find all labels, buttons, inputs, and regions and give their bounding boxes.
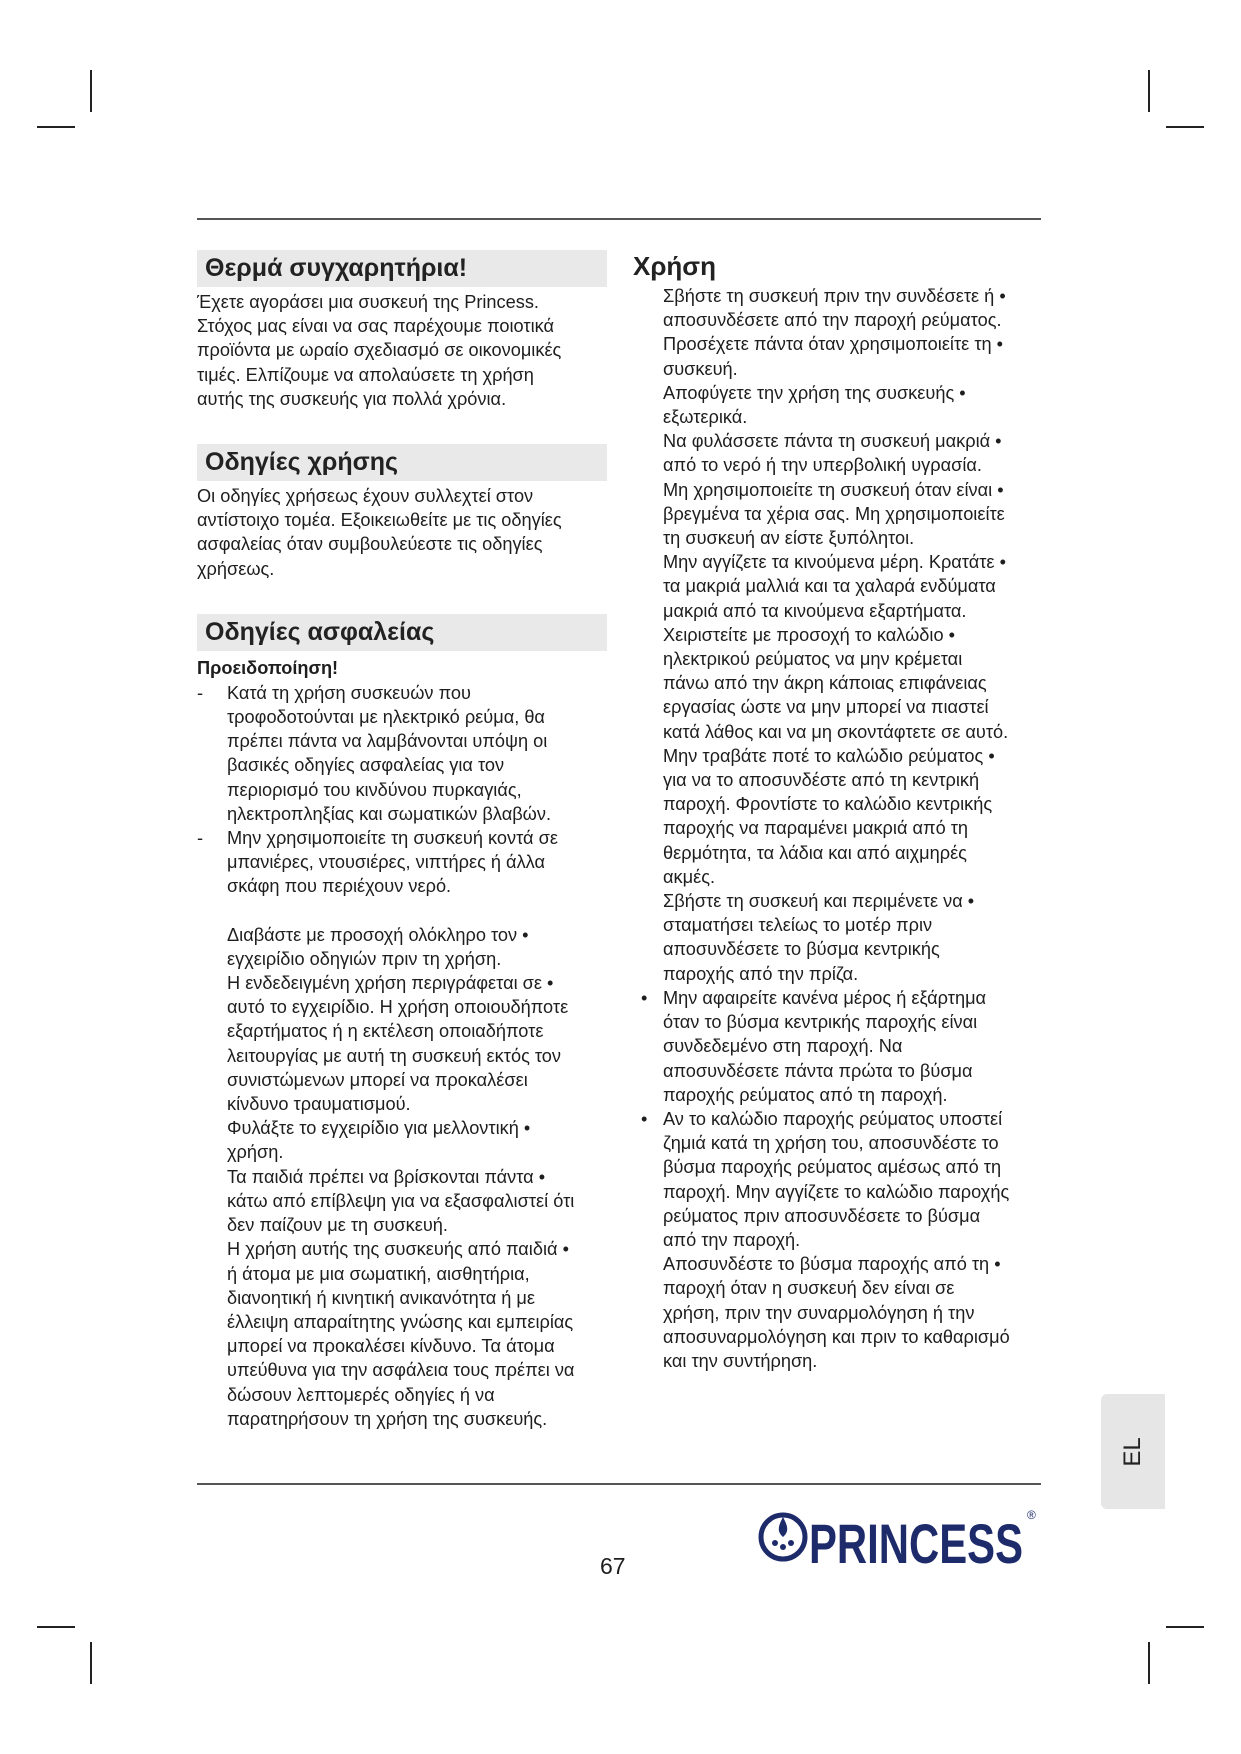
list-item: Αποσυνδέστε το βύσμα παροχής από τη • παροχή όταν η συσκευή δεν είναι σε χρήση, πριν την συναρμολόγηση ή την αποσυναρμολόγηση και πριν το καθαρισμό και την συντήρηση.: [663, 1254, 1010, 1371]
safety-dash-item: - Μην χρησιμοποιείτε τη συσκευή κοντά σε μπανιέρες, ντουσιέρες, νιπτήρες ή άλλα σκάφη που περιέχουν νερό.: [197, 828, 558, 897]
list-item: Μην τραβάτε ποτέ το καλώδιο ρεύματος • για να το αποσυνδέστε από τη κεντρική παροχή. Φροντίστε το καλώδιο κεντρικής παροχής να παραμένει μακριά από τη θερμότητα, τα λάδια και από αιχμηρές ακμές.: [663, 745, 995, 887]
language-tab: [1101, 1394, 1165, 1509]
crop-mark-bottom-right-v: [1148, 1642, 1150, 1684]
brand-name: PRINCESS: [809, 1512, 1023, 1575]
safety-bullet-list: [197, 923, 607, 1431]
crop-mark-bottom-right-h: [1166, 1626, 1204, 1628]
list-item: Διαβάστε με προσοχή ολόκληρο τον • εγχειρίδιο οδηγιών πριν τη χρήση.: [227, 924, 529, 969]
list-item: Χειριστείτε με προσοχή το καλώδιο • ηλεκτρικού ρεύματος να μην κρέμεται πάνω από την άκρη κάποιας επιφάνειας εργασίας ώστε να μην μπορεί να πιαστεί κατά λάθος και να μη σκοντάφτετε σε αυτό.: [663, 624, 1009, 742]
left-column: [197, 250, 607, 1431]
congrats-text: Έχετε αγοράσει μια συσκευή της Princess. Στόχος μας είναι να σας παρέχουμε ποιοτικά προϊόντα με ωραίο σχεδιασμό σε οικονομικές τιμές. Ελπίζουμε να απολαύσετε τη χρήση αυτής της συσκευής για πολλά χρόνια.: [197, 292, 562, 409]
princess-logo: [757, 1497, 1040, 1577]
list-item: Αποφύγετε την χρήση της συσκευής • εξωτερικά.: [663, 382, 966, 428]
list-item: • Αν το καλώδιο παροχής ρεύματος υποστεί ζημιά κατά τη χρήση του, αποσυνδέστε το βύσμα παροχής ρεύματος αμέσως από τη παροχή. Μην αγγίζετε το καλώδιο παροχής ρεύματος πριν αποσυνδέσετε το βύσμα από την παροχή.: [641, 1108, 1010, 1250]
crop-mark-top-right-v: [1148, 70, 1150, 112]
list-item: Τα παιδιά πρέπει να βρίσκονται πάντα • κάτω από επίβλεψη για να εξασφαλιστεί ότι δεν παίζουν με τη συσκευή.: [227, 1166, 575, 1236]
brand-registered-mark: ®: [1027, 1508, 1036, 1522]
list-item: Μην αγγίζετε τα κινούμενα μέρη. Κρατάτε • τα μακριά μαλλιά και τα χαλαρά ενδύματα μακριά από τα κινούμενα εξαρτήματα.: [663, 552, 1006, 621]
bullet-marker: •: [641, 1108, 648, 1129]
right-column: [633, 250, 1053, 1373]
crop-mark-bottom-left-h: [37, 1626, 75, 1628]
list-item: Μη χρησιμοποιείτε τη συσκευή όταν είναι • βρεγμένα τα χέρια σας. Μη χρησιμοποιείτε τη συσκευή αν είστε ξυπόλητοι.: [663, 479, 1005, 549]
usage-list: [633, 284, 1053, 986]
bullet-marker: •: [641, 987, 648, 1008]
list-item: Σβήστε τη συσκευή και περιμένετε να • σταματήσει τελείως το μοτέρ πριν αποσυνδέσετε το βύσμα κεντρικής παροχής από την πρίζα.: [663, 891, 975, 984]
crop-mark-bottom-left-v: [90, 1642, 92, 1684]
top-rule: [197, 218, 1041, 220]
crop-mark-top-left-v: [90, 70, 92, 112]
list-item: Προσέχετε πάντα όταν χρησιμοποιείτε τη • συσκευή.: [663, 334, 1004, 379]
list-item: Φυλάξτε το εγχειρίδιο για μελλοντική • χρήση.: [227, 1118, 531, 1163]
list-item: Να φυλάσσετε πάντα τη συσκευή μακριά • από το νερό ή την υπερβολική υγρασία.: [663, 431, 1002, 476]
congrats-heading: Θερμά συγχαρητήρια!: [197, 250, 607, 287]
list-item: Η ενδεδειγμένη χρήση περιγράφεται σε • αυτό το εγχειρίδιο. Η χρήση οποιουδήποτε εξαρτήματος ή η εκτέλεση οποιαδήποτε λειτουργίας με αυτή τη συσκευή εκτός τον συνιστώμενων μπορεί να προκαλέσει κίνδυνο τραυματισμού.: [227, 973, 569, 1115]
language-tab-label: EL: [1119, 1436, 1146, 1467]
dash-marker: -: [197, 682, 204, 703]
safety-heading: Οδηγίες ασφαλείας: [197, 614, 607, 651]
usage-instructions-text: Οι οδηγίες χρήσεως έχουν συλλεχτεί στον αντίστοιχο τομέα. Εξοικειωθείτε με τις οδηγίες ασφαλείας όταν συμβουλεύεστε τις οδηγίες χρήσεως.: [197, 486, 562, 579]
list-item: • Μην αφαιρείτε κανένα μέρος ή εξάρτημα όταν το βύσμα κεντρικής παροχής είναι συνδεδεμένο στη παροχή. Να αποσυνδέσετε πάντα πρώτα το βύσμα παροχής ρεύματος από τη παροχή.: [641, 987, 987, 1105]
list-item: Η χρήση αυτής της συσκευής από παιδιά • ή άτομα με μια σωματική, αισθητήρια, διανοητική ή κινητική ανικανότητα ή με έλλειψη απαραίτητης γνώσης και εμπειρίας μπορεί να προκαλέσει κίνδυνο. Τα άτομα υπεύθυνα για την ασφάλεια τους πρέπει να δώσουν λεπτομερές οδηγίες ή να παρατηρήσουν τη χρήση της συσκευής.: [227, 1239, 575, 1429]
usage-instructions-heading: Οδηγίες χρήσης: [197, 444, 607, 481]
bottom-rule: [197, 1483, 1041, 1485]
crop-mark-top-right-h: [1166, 126, 1204, 128]
safety-dash-item: - Κατά τη χρήση συσκευών που τροφοδοτούνται με ηλεκτρικό ρεύμα, θα πρέπει πάντα να λαμβάνονται υπόψη οι βασικές οδηγίες ασφαλείας για τον περιορισμό του κινδύνου πυρκαγιάς, ηλεκτροπληξίας και σωματικών βλαβών.: [197, 682, 552, 824]
dash-marker: -: [197, 828, 204, 849]
list-item: Σβήστε τη συσκευή πριν την συνδέσετε ή • αποσυνδέσετε από την παροχή ρεύματος.: [663, 286, 1006, 331]
page-number: 67: [600, 1553, 626, 1579]
usage-list-final: [633, 1252, 1053, 1373]
warning-label: Προειδοποίηση!: [197, 657, 339, 678]
usage-heading: Χρήση: [633, 251, 716, 281]
crop-mark-top-left-h: [37, 126, 75, 128]
princess-emblem-icon: [761, 1515, 805, 1559]
